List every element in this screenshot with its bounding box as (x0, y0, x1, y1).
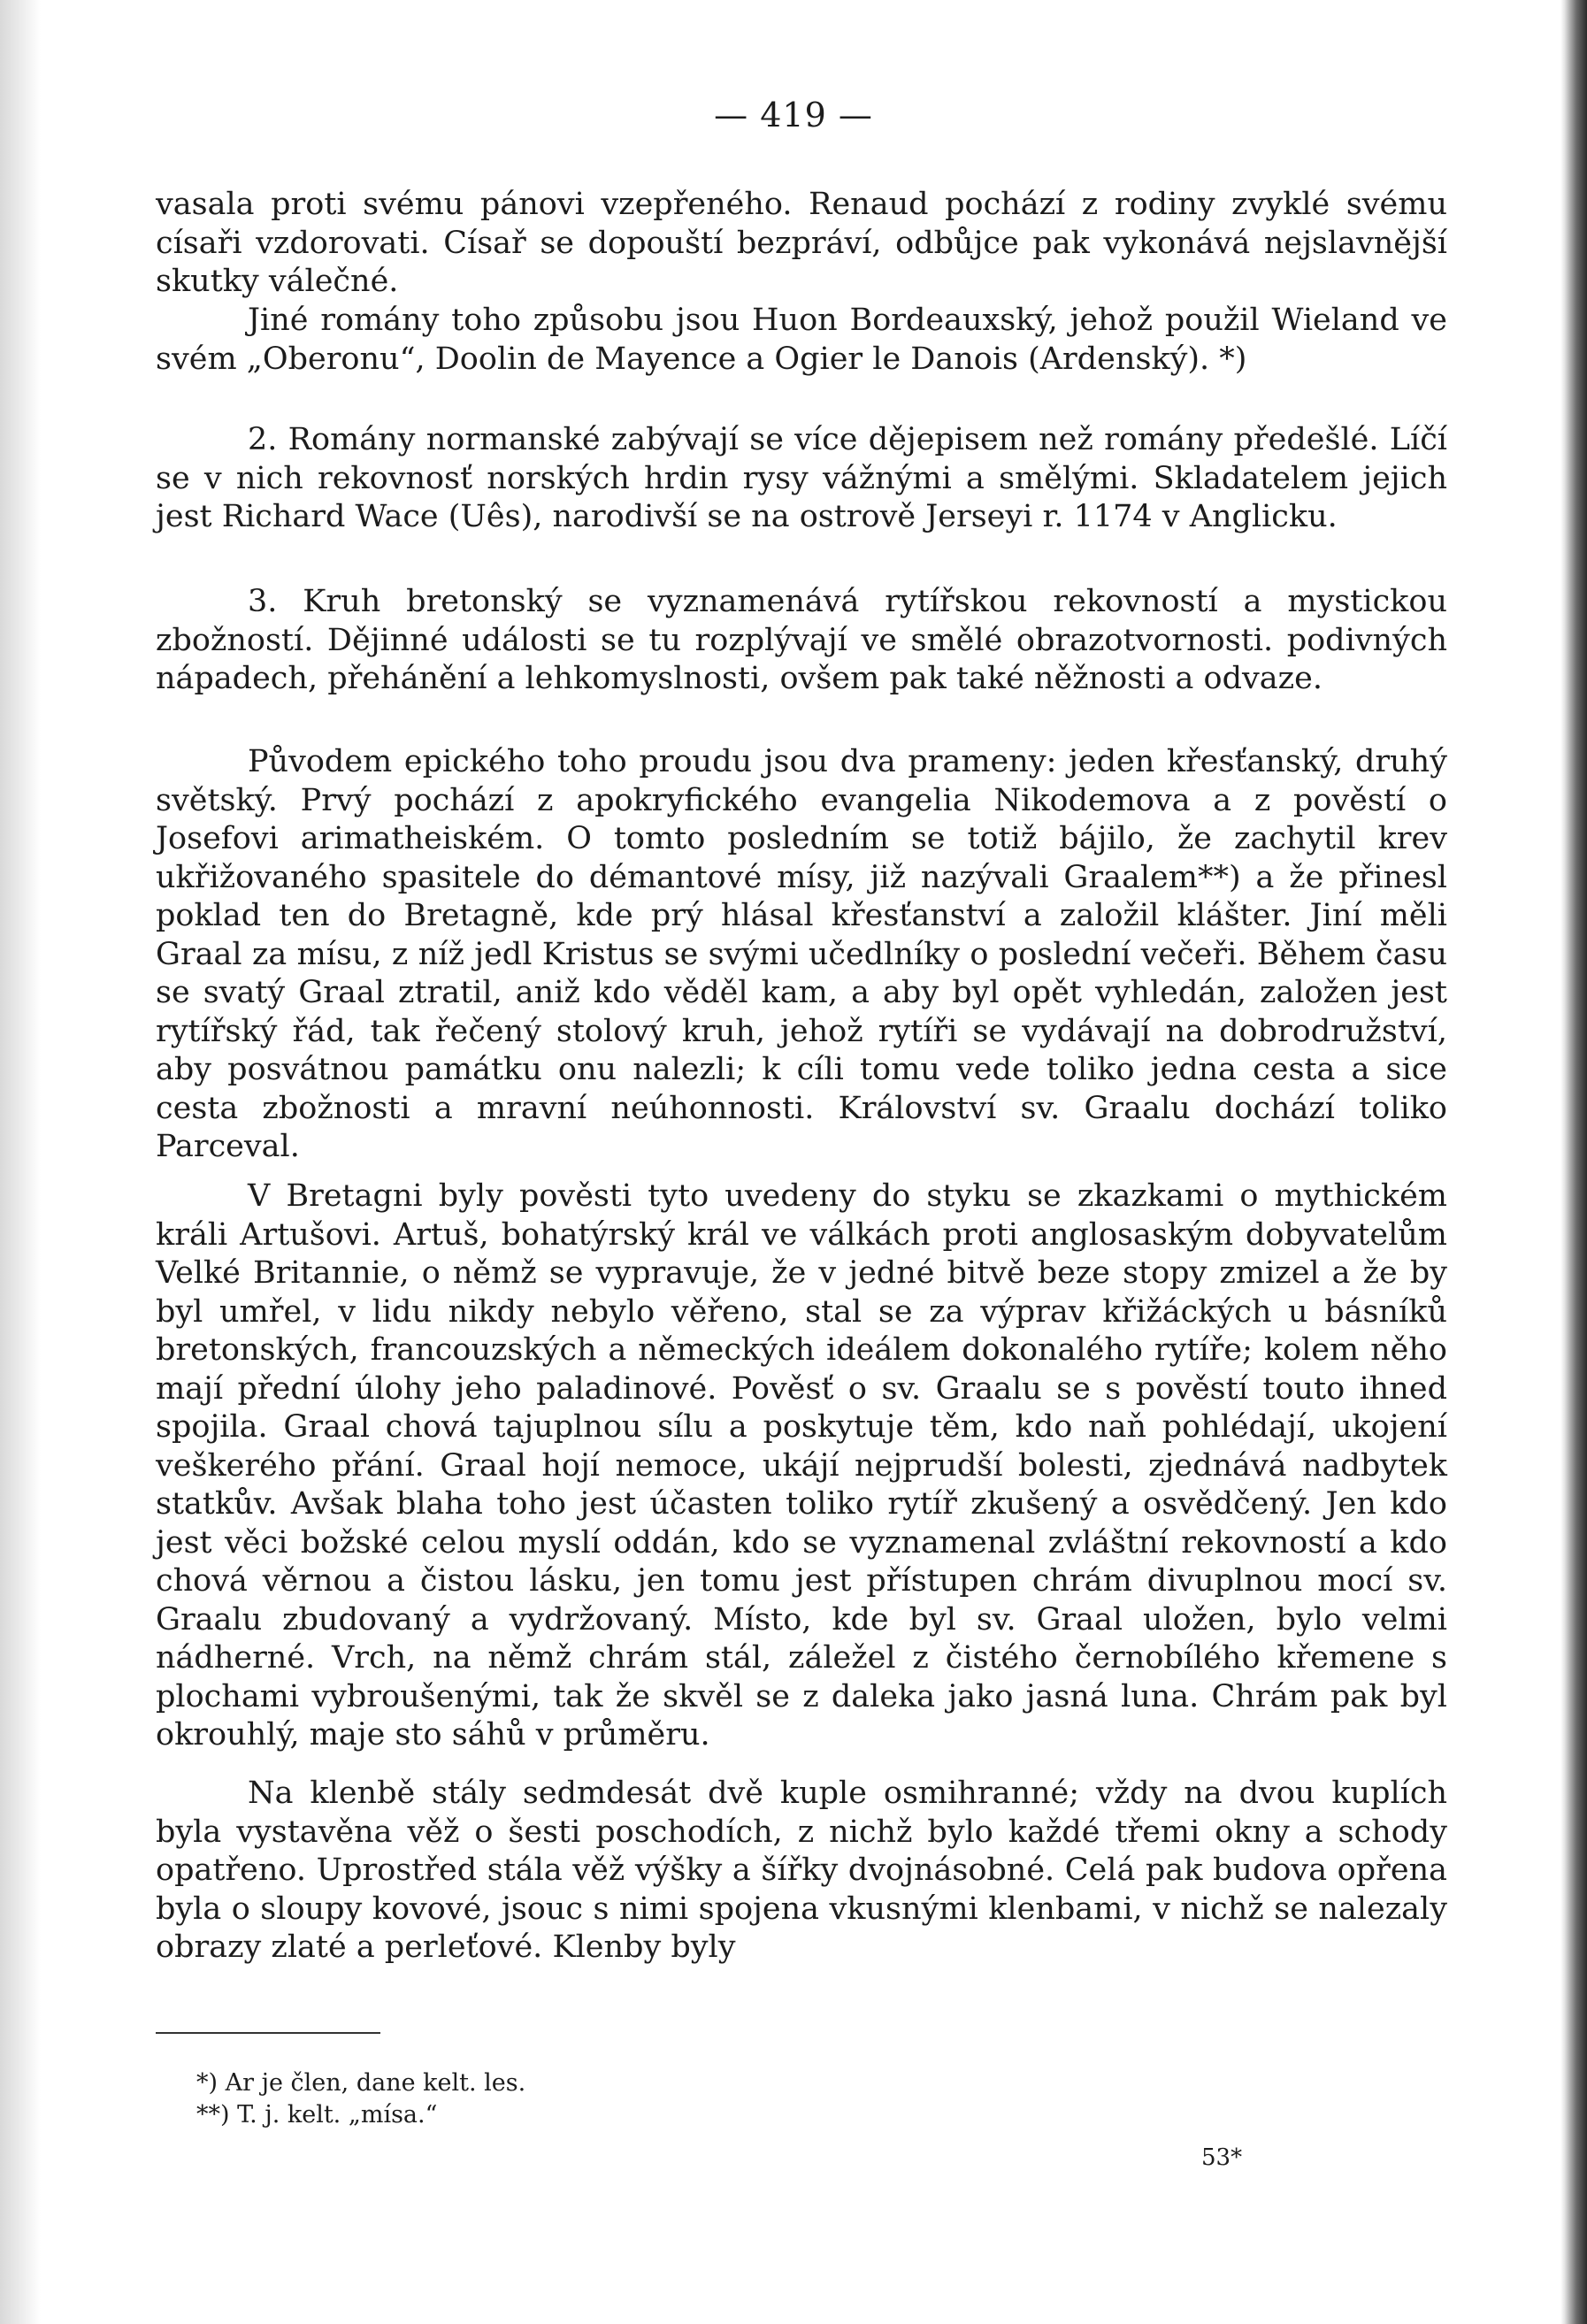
page-left-edge (0, 0, 41, 2324)
body-text-4 (156, 583, 1447, 699)
paragraph-2: Jiné romány toho způsobu jsou Huon Bordeauxský, jehož použil Wieland ve svém „Oberonu“, Doolin de Mayence a Ogier le Danois (Ardenský). *) (156, 303, 1447, 377)
footnote-1: *) Ar je člen, dane kelt. les. (196, 2069, 526, 2097)
footnotes (196, 2067, 993, 2131)
page-number: — 419 — (714, 96, 873, 134)
paragraph-7: Na klenbě stály sedmdesát dvě kuple osmihranné; vždy na dvou kuplích byla vystavěna věž o šesti poschodích, z nichž bylo každé třemi okny a schody opatřeno. Uprostřed stála věž výšky a šířky dvojnásobné. Celá pak budova opřena byla o sloupy kovové, jsouc s nimi spojena vkusnými klenbami, v nichž se nalezaly obrazy zlaté a perleťové. Klenby byly (156, 1776, 1447, 1965)
paragraph-6: V Bretagni byly pověsti tyto uvedeny do styku se zkazkami o mythickém králi Artušovi. Artuš, bohatýrský král ve válkách proti anglosaským dobyvatelům Velké Britannie, o němž se vypravuje, že v jedné bitvě beze stopy zmizel a že by byl umřel, v lidu nikdy nebylo věřeno, stal se za výprav křižáckých u básníků bretonských, francouzských a německých ideálem dokonalého rytíře; kolem něho mají přední úlohy jeho paladinové. Pověsť o sv. Graalu se s pověstí touto ihned spojila. Graal chová tajuplnou sílu a poskytuje těm, kdo naň pohlédají, ukojení veškerého přání. Graal hojí nemoce, ukájí nejprudší bolesti, zjednává nadbytek statkův. Avšak blaha toho jest účasten toliko rytíř zkušený a osvědčený. Jen kdo jest věci božské celou myslí oddán, kdo se vyznamenal zvláštní rekovností a kdo chová věrnou a čistou lásku, jen tomu jest přístupen chrám divuplnou mocí sv. Graalu zbudovaný a vydržovaný. Místo, kde byl sv. Graal uložen, bylo velmi nádherné. Vrch, na němž chrám stál, záležel z čistého černobílého křemene s plochami vybroušenými, tak že skvěl se z daleka jako jasná luna. Chrám pak byl okrouhlý, maje sto sáhů v průměru. (156, 1178, 1447, 1753)
paragraph-1: vasala proti svému pánovi vzepřeného. Renaud pochází z rodiny zvyklé svému císaři vzdorovati. Císař se dopouští bezpráví, odbůjce pak vykonává nejslavnější skutky válečné. (156, 187, 1447, 299)
paragraph-4: 3. Kruh bretonský se vyznamenává rytířskou rekovností a mystickou zbožností. Dějinné události se tu rozplývají ve smělé obrazotvornosti. podivných nápadech, přehánění a lehkomyslnosti, ovšem pak také něžnosti a odvaze. (156, 584, 1447, 696)
body-text-7 (156, 1775, 1447, 1967)
body-text-3 (156, 421, 1447, 537)
body-text-1 (156, 186, 1447, 302)
body-text-6 (156, 1177, 1447, 1755)
paragraph-3: 2. Romány normanské zabývají se více dějepisem než romány předešlé. Líčí se v nich rekovnosť norských hrdin rysy vážnými a smělými. Skladatelem jejich jest Richard Wace (Uês), narodivší se na ostrově Jerseyi r. 1174 v Anglicku. (156, 422, 1447, 534)
footnote-2: **) T. j. kelt. „mísa.“ (196, 2101, 438, 2128)
body-text-5 (156, 743, 1447, 1167)
footnote-divider (156, 2032, 380, 2034)
page-right-edge (1560, 0, 1587, 2324)
paragraph-5: Původem epického toho proudu jsou dva prameny: jeden křesťanský, druhý světský. Prvý pochází z apokryfického evangelia Nikodemova a z pověstí o Josefovi arimatheiském. O tomto posledním se totiž bájilo, že zachytil krev ukřižovaného spasitele do démantové mísy, již nazývali Graalem**) a že přinesl poklad ten do Bretagně, kde prý hlásal křesťanství a založil klášter. Jiní měli Graal za mísu, z níž jedl Kristus se svými učedlníky o poslední večeři. Během času se svatý Graal ztratil, aniž kdo věděl kam, a aby byl opět vyhledán, založen jest rytířský řád, tak řečený stolový kruh, jehož rytíři se vydávají na dobrodružství, aby posvátnou památku onu nalezli; k cíli tomu vede toliko jedna cesta a sice cesta zbožnosti a mravní neúhonnosti. Království sv. Graalu dochází toliko Parceval. (156, 744, 1447, 1164)
sheet-signature-mark: 53* (1201, 2144, 1243, 2171)
body-text-2 (156, 302, 1447, 379)
